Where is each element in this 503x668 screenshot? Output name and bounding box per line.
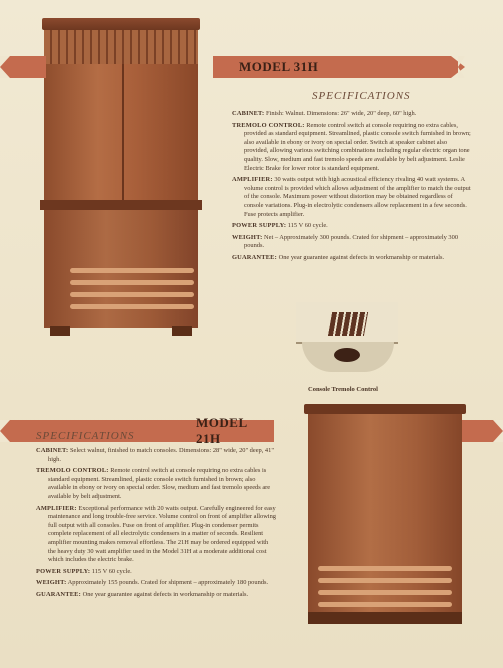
- spec-tremolo-21h: TREMOLO CONTROL: Remote control switch at console requiring no extra cables is standard equipment. Streamlined, plastic console switch furnished in brown; also available in ebony or ivory on special order. Slow, medium and fast tremolo speeds are available by belt adjustment.: [36, 467, 271, 500]
- model-21h-cabinet-image: [304, 404, 466, 626]
- console-tremolo-control-image: [296, 302, 398, 374]
- spec-cabinet-21h: CABINET: Select walnut, finished to match consoles. Dimensions: 28" wide, 20" deep, 41" high.: [36, 447, 274, 463]
- model-31h-cabinet-image: [40, 18, 202, 336]
- model-31h-title: MODEL 31H: [239, 59, 319, 74]
- spec-weight-31h: WEIGHT: Net – Approximately 300 pounds. Crated for shipment – approximately 300 pounds.: [232, 233, 459, 250]
- model-21h-specs: [36, 447, 276, 603]
- spec-tremolo-31h: TREMOLO CONTROL: Remote control switch at console requiring no extra cables, provided as standard equipment. Streamlined, plastic console switch furnished in brown; also available in ebony or ivory on special order. Switch at speaker cabinet also provided, allowing various switching combinations including regular electric organ tone quality. Slow, medium and fast tremolo speeds are available by belt adjustment. Leslie Electric Brake for lower rotor is standard equipment.: [232, 121, 471, 172]
- spec-amplifier-21h: AMPLIFIER: Exceptional performance with 20 watts output. Carefully engineered for easy maintenance and long trouble-free service. Volume control on front of amplifier allowing full output with all consoles. Fuse on front of amplifier. Plug-in condenser permits complete replacement of all electrolytic condensers in a matter of seconds. Resilient amplifier mounting makes removal effortless. The 21H may be ordered equipped with the heavy duty 30 watt amplifier used in the Model 31H at a moderate additional cost which includes the electric brake.: [36, 504, 276, 564]
- spec-guarantee-31h: GUARANTEE: One year guarantee against defects in workmanship or materials.: [232, 253, 445, 261]
- model-31h-banner: [213, 56, 451, 78]
- specifications-heading-21h: SPECIFICATIONS: [36, 430, 135, 442]
- model-31h-specs: [232, 110, 472, 266]
- spec-weight-21h: WEIGHT: Approximately 155 pounds. Crated for shipment – approximately 180 pounds.: [36, 579, 269, 587]
- ribbon-left-31h: [0, 56, 46, 78]
- spec-power-21h: POWER SUPPLY: 115 V 60 cycle.: [36, 567, 132, 575]
- spec-power-31h: POWER SUPPLY: 115 V 60 cycle.: [232, 222, 328, 230]
- model-21h-title: MODEL 21H: [196, 415, 247, 446]
- spec-cabinet-31h: CABINET: Finish: Walnut. Dimensions: 26" wide, 20" deep, 60" high.: [232, 110, 417, 117]
- spec-guarantee-21h: GUARANTEE: One year guarantee against defects in workmanship or materials.: [36, 590, 249, 598]
- specifications-heading-31h: SPECIFICATIONS: [312, 90, 411, 102]
- console-tremolo-caption: Console Tremolo Control: [308, 386, 378, 393]
- spec-amplifier-31h: AMPLIFIER: 30 watts output with high acoustical efficiency rivaling 40 watt systems. A volume control is provided which allows adjustment of the amplifier to match the output of the console. Maximum power without distortion may be obtained regardless of console variations. Plug-in electrolytic condensers allow replacement in a few seconds. Fuse protects amplifier.: [232, 176, 471, 218]
